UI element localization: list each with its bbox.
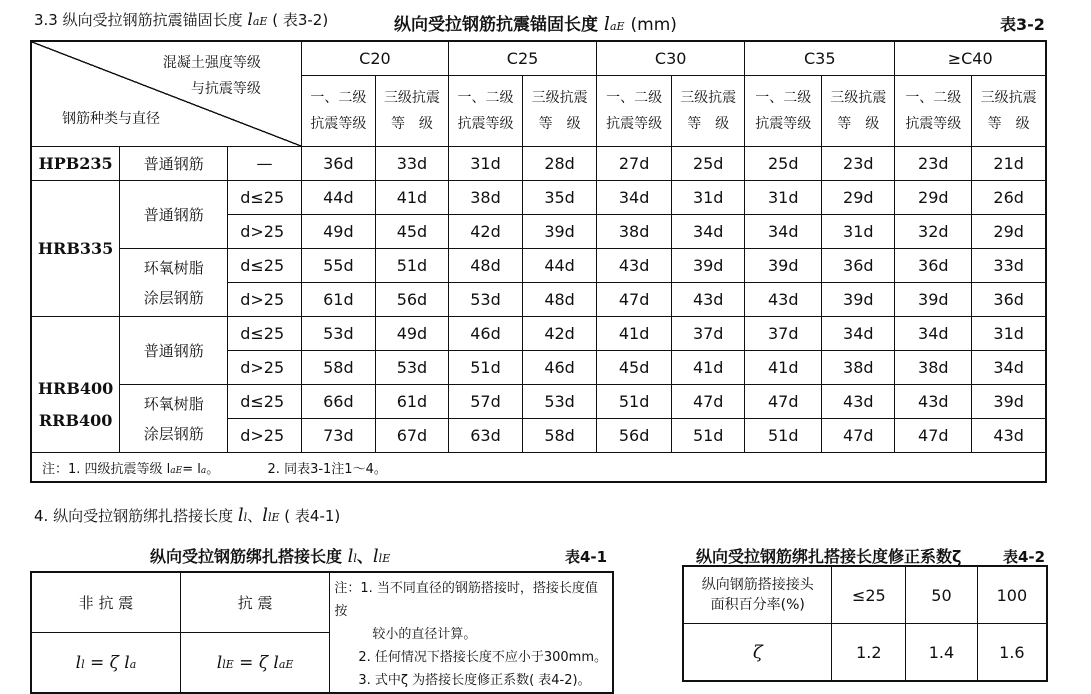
value-cell: 34d (822, 317, 895, 351)
diagonal-header-cell (31, 41, 301, 147)
grade-header: C35 (745, 41, 895, 76)
value-cell: 61d (301, 283, 375, 317)
value-cell: 51d (375, 249, 448, 283)
value-cell: 55d (301, 249, 375, 283)
value-cell: 56d (375, 283, 448, 317)
value-cell: 41d (597, 317, 672, 351)
value-cell: 29d (895, 181, 972, 215)
value-cell: 57d (448, 385, 522, 419)
diameter-cell: — (228, 147, 302, 181)
value-cell: 38d (448, 181, 522, 215)
value-cell: 41d (375, 181, 448, 215)
correction-factor-table (682, 565, 1048, 682)
diameter-cell: d≤25 (228, 385, 302, 419)
sub-header-level-1-2: 一、二级 抗震等级 (745, 76, 822, 147)
steel-grade: HRB335 (31, 181, 120, 317)
diameter-cell: d>25 (228, 215, 302, 249)
value-cell: 48d (523, 283, 597, 317)
grade-header: C20 (301, 41, 448, 76)
table-4-1-number: 表4-1 (565, 548, 608, 566)
value-cell: 45d (597, 351, 672, 385)
grade-header: C25 (448, 41, 596, 76)
value-cell: 43d (672, 283, 745, 317)
caption-subscript: aE (610, 20, 625, 33)
table-3-2-number: 表3-2 (1000, 15, 1045, 34)
diag-header-top-2: 与抗震等级 (190, 81, 261, 97)
diameter-cell: d>25 (228, 351, 302, 385)
value-cell: 73d (301, 419, 375, 453)
value-cell: 43d (972, 419, 1046, 453)
value-cell: 23d (822, 147, 895, 181)
value-cell: 56d (597, 419, 672, 453)
value-cell: 46d (523, 351, 597, 385)
steel-grade: HRB400 RRB400 (31, 317, 120, 453)
value-cell: 61d (375, 385, 448, 419)
steel-type: 环氧树脂 涂层钢筋 (120, 249, 228, 317)
value-cell: 31d (972, 317, 1046, 351)
value-cell: 45d (375, 215, 448, 249)
steel-type: 普通钢筋 (120, 181, 228, 249)
percentage-cell: ≤25 (832, 566, 906, 624)
value-cell: 43d (895, 385, 972, 419)
value-cell: 36d (895, 249, 972, 283)
value-cell: 33d (972, 249, 1046, 283)
value-cell: 36d (972, 283, 1046, 317)
value-cell: 39d (745, 249, 822, 283)
value-cell: 36d (301, 147, 375, 181)
value-cell: 39d (972, 385, 1046, 419)
table-row (31, 249, 1046, 283)
factor-cell: 1.2 (832, 624, 906, 682)
value-cell: 51d (448, 351, 522, 385)
anchorage-length-table (30, 40, 1047, 483)
lap-notes: 注：1. 当不同直径的钢筋搭接时，搭接长度值按 较小的直径计算。 2. 任何情况下搭接长度不应小于300mm。 3. 式中ζ 为搭接长度修正系数( 表4-2)。 (330, 572, 613, 693)
value-cell: 41d (672, 351, 745, 385)
value-cell: 31d (745, 181, 822, 215)
sub-header-level-3: 三级抗震 等 级 (672, 76, 745, 147)
formula-seismic: llE = ζ laE (180, 633, 329, 694)
value-cell: 51d (672, 419, 745, 453)
heading-ref: ( 表3-2) (272, 11, 329, 29)
table-row (31, 385, 1046, 419)
diag-header-top-1: 混凝土强度等级 (162, 55, 261, 71)
value-cell: 47d (895, 419, 972, 453)
value-cell: 34d (745, 215, 822, 249)
value-cell: 67d (375, 419, 448, 453)
heading-text: 3.3 纵向受拉钢筋抗震锚固长度 (34, 11, 243, 29)
sub-header-level-3: 三级抗震 等 级 (972, 76, 1046, 147)
table-row (31, 147, 1046, 181)
value-cell: 39d (822, 283, 895, 317)
sub-header-level-1-2: 一、二级 抗震等级 (301, 76, 375, 147)
steel-type: 环氧树脂 涂层钢筋 (120, 385, 228, 453)
value-cell: 37d (745, 317, 822, 351)
value-cell: 41d (745, 351, 822, 385)
value-cell: 26d (972, 181, 1046, 215)
table-row (31, 181, 1046, 215)
diameter-cell: d≤25 (228, 249, 302, 283)
value-cell: 53d (301, 317, 375, 351)
factor-cell: 1.4 (906, 624, 978, 682)
caption-symbol: l (603, 13, 610, 35)
steel-grade: HPB235 (31, 147, 120, 181)
sub-header-level-3: 三级抗震 等 级 (822, 76, 895, 147)
value-cell: 47d (822, 419, 895, 453)
value-cell: 58d (523, 419, 597, 453)
value-cell: 38d (822, 351, 895, 385)
heading-subscript: aE (252, 15, 268, 28)
steel-type: 普通钢筋 (120, 317, 228, 385)
percentage-cell: 50 (906, 566, 978, 624)
factor-cell: 1.6 (977, 624, 1047, 682)
value-cell: 66d (301, 385, 375, 419)
value-cell: 27d (597, 147, 672, 181)
value-cell: 46d (448, 317, 522, 351)
row-header-zeta: ζ (683, 624, 832, 682)
value-cell: 25d (672, 147, 745, 181)
value-cell: 53d (523, 385, 597, 419)
value-cell: 43d (745, 283, 822, 317)
value-cell: 29d (972, 215, 1046, 249)
value-cell: 32d (895, 215, 972, 249)
sub-header-level-1-2: 一、二级 抗震等级 (597, 76, 672, 147)
value-cell: 53d (448, 283, 522, 317)
table-3-2-caption (394, 10, 677, 35)
sub-header-level-1-2: 一、二级 抗震等级 (895, 76, 972, 147)
value-cell: 39d (895, 283, 972, 317)
value-cell: 34d (895, 317, 972, 351)
value-cell: 28d (523, 147, 597, 181)
value-cell: 42d (448, 215, 522, 249)
value-cell: 31d (672, 181, 745, 215)
heading-ref: ( 表4-1) (284, 507, 341, 525)
value-cell: 21d (972, 147, 1046, 181)
value-cell: 33d (375, 147, 448, 181)
lap-length-table (30, 571, 614, 694)
value-cell: 29d (822, 181, 895, 215)
value-cell: 31d (822, 215, 895, 249)
diameter-cell: d>25 (228, 283, 302, 317)
value-cell: 49d (375, 317, 448, 351)
table-row (31, 317, 1046, 351)
value-cell: 47d (745, 385, 822, 419)
section-4-heading: 4. 纵向受拉钢筋绑扎搭接长度 ll、llE ( 表4-1) (34, 505, 341, 526)
table-4-2-caption: 纵向受拉钢筋绑扎搭接长度修正系数ζ (696, 547, 962, 566)
formula-non-seismic: ll = ζ la (31, 633, 180, 694)
value-cell: 38d (895, 351, 972, 385)
table-4-2-number: 表4-2 (1003, 548, 1046, 566)
row-header-percentage: 纵向钢筋搭接接头 面积百分率(%) (683, 566, 832, 624)
value-cell: 44d (523, 249, 597, 283)
value-cell: 51d (745, 419, 822, 453)
value-cell: 23d (895, 147, 972, 181)
steel-type: 普通钢筋 (120, 147, 228, 181)
value-cell: 58d (301, 351, 375, 385)
heading-text: 4. 纵向受拉钢筋绑扎搭接长度 (34, 507, 234, 525)
value-cell: 47d (672, 385, 745, 419)
value-cell: 44d (301, 181, 375, 215)
value-cell: 51d (597, 385, 672, 419)
value-cell: 49d (301, 215, 375, 249)
value-cell: 53d (375, 351, 448, 385)
caption-text: 纵向受拉钢筋抗震锚固长度 (394, 15, 598, 35)
value-cell: 39d (523, 215, 597, 249)
percentage-cell: 100 (977, 566, 1047, 624)
grade-header: C30 (597, 41, 745, 76)
diag-header-bottom: 钢筋种类与直径 (62, 111, 160, 127)
value-cell: 35d (523, 181, 597, 215)
value-cell: 43d (597, 249, 672, 283)
value-cell: 43d (822, 385, 895, 419)
diameter-cell: d≤25 (228, 317, 302, 351)
value-cell: 63d (448, 419, 522, 453)
value-cell: 37d (672, 317, 745, 351)
col-non-seismic: 非 抗 震 (31, 572, 180, 633)
sub-header-level-3: 三级抗震 等 级 (375, 76, 448, 147)
sub-header-level-1-2: 一、二级 抗震等级 (448, 76, 522, 147)
diameter-cell: d>25 (228, 419, 302, 453)
heading-symbol: l (247, 10, 253, 30)
value-cell: 38d (597, 215, 672, 249)
value-cell: 31d (448, 147, 522, 181)
diameter-cell: d≤25 (228, 181, 302, 215)
value-cell: 34d (597, 181, 672, 215)
sub-header-level-3: 三级抗震 等 级 (523, 76, 597, 147)
value-cell: 25d (745, 147, 822, 181)
value-cell: 48d (448, 249, 522, 283)
value-cell: 42d (523, 317, 597, 351)
value-cell: 47d (597, 283, 672, 317)
value-cell: 36d (822, 249, 895, 283)
table-4-1-caption: 纵向受拉钢筋绑扎搭接长度 ll、llE (150, 546, 391, 567)
value-cell: 34d (972, 351, 1046, 385)
caption-unit: (mm) (630, 15, 677, 35)
section-3-3-heading (34, 9, 328, 30)
col-seismic: 抗 震 (180, 572, 329, 633)
grade-header: ≥C40 (895, 41, 1046, 76)
table-note: 注：1. 四级抗震等级 laE= la。 2. 同表3-1注1～4。 (31, 453, 1046, 483)
value-cell: 39d (672, 249, 745, 283)
value-cell: 34d (672, 215, 745, 249)
